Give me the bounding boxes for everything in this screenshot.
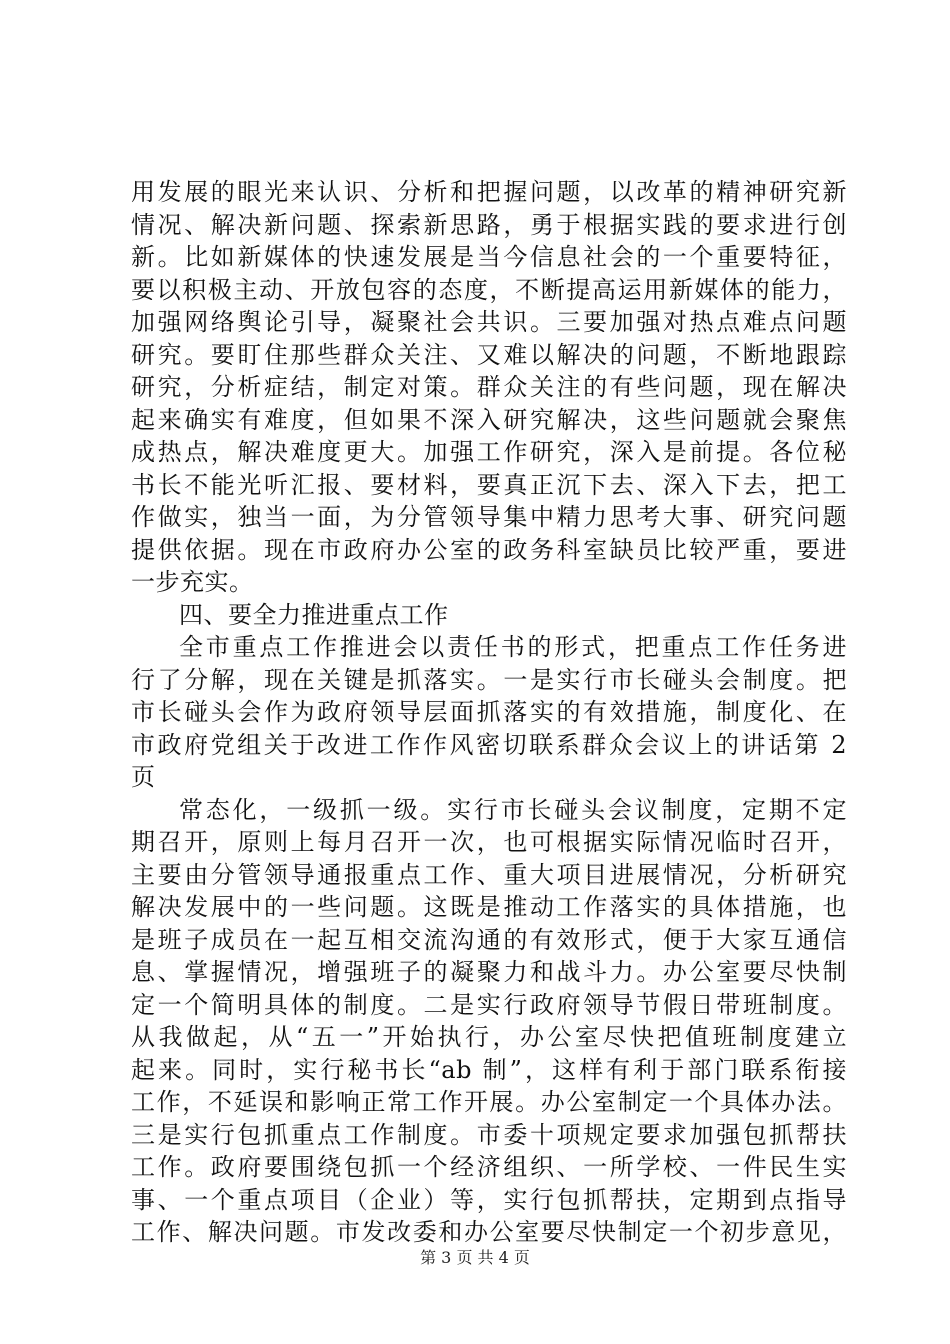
text-line: 页 [131,763,156,791]
text-line: 工作，不延误和影响正常工作开展。办公室制定一个具体办法。 [131,1088,847,1116]
text-line: 市长碰头会作为政府领导层面抓落实的有效措施，制度化、在 [131,698,847,726]
text-line: 常态化，一级抓一级。实行市长碰头会议制度，定期不定 [179,795,847,824]
text-line: 书长不能光听汇报、要材料，要真正沉下去、深入下去，把工 [131,470,847,499]
text-line: 市政府党组关于改进工作作风密切联系群众会议上的讲话第 2 [131,730,847,759]
text-line: 起来。同时，实行秘书长“ab 制”，这样有利于部门联系衔接 [131,1055,847,1084]
text-line: 全市重点工作推进会以责任书的形式，把重点工作任务进 [179,633,847,661]
document-body [131,176,847,1249]
text-line: 解决发展中的一些问题。这既是推动工作落实的具体措施，也 [131,893,847,921]
text-line: 工作、解决问题。市发改委和办公室要尽快制定一个初步意见， [131,1218,847,1246]
text-line: 行了分解，现在关键是抓落实。一是实行市长碰头会制度。把 [131,665,847,694]
text-line: 研究，分析症结，制定对策。群众关注的有些问题，现在解决 [131,373,847,401]
text-line: 主要由分管领导通报重点工作、重大项目进展情况，分析研究 [131,860,847,889]
section-heading: 四、要全力推进重点工作 [179,600,449,629]
text-line: 新。比如新媒体的快速发展是当今信息社会的一个重要特征， [131,243,847,271]
text-line: 情况、解决新问题、探索新思路，勇于根据实践的要求进行创 [131,210,847,239]
text-line: 要以积极主动、开放包容的态度，不断提高运用新媒体的能力， [131,275,847,304]
text-line: 期召开，原则上每月召开一次，也可根据实际情况临时召开， [131,828,847,856]
text-line: 成热点，解决难度更大。加强工作研究，深入是前提。各位秘 [131,438,847,466]
text-line: 用发展的眼光来认识、分析和把握问题，以改革的精神研究新 [131,178,847,206]
text-line: 研究。要盯住那些群众关注、又难以解决的问题，不断地跟踪 [131,340,847,369]
text-line: 一步充实。 [131,568,254,596]
page-footer: 第 3 页 共 4 页 [420,1248,530,1267]
text-line: 起来确实有难度，但如果不深入研究解决，这些问题就会聚焦 [131,405,847,434]
text-line: 加强网络舆论引导，凝聚社会共识。三要加强对热点难点问题 [131,308,847,336]
text-line: 定一个简明具体的制度。二是实行政府领导节假日带班制度。 [131,990,847,1019]
text-line: 事、一个重点项目（企业）等，实行包抓帮扶，定期到点指导 [131,1185,847,1214]
text-line: 工作。政府要围绕包抓一个经济组织、一所学校、一件民生实 [131,1153,847,1181]
text-line: 提供依据。现在市政府办公室的政务科室缺员比较严重，要进 [131,535,847,564]
text-line: 息、掌握情况，增强班子的凝聚力和战斗力。办公室要尽快制 [131,958,847,986]
text-line: 是班子成员在一起互相交流沟通的有效形式，便于大家互通信 [131,925,847,954]
text-line: 三是实行包抓重点工作制度。市委十项规定要求加强包抓帮扶 [131,1120,847,1149]
text-line: 从我做起，从“五一”开始执行，办公室尽快把值班制度建立 [131,1023,847,1051]
text-line: 作做实，独当一面，为分管领导集中精力思考大事、研究问题 [131,503,847,531]
